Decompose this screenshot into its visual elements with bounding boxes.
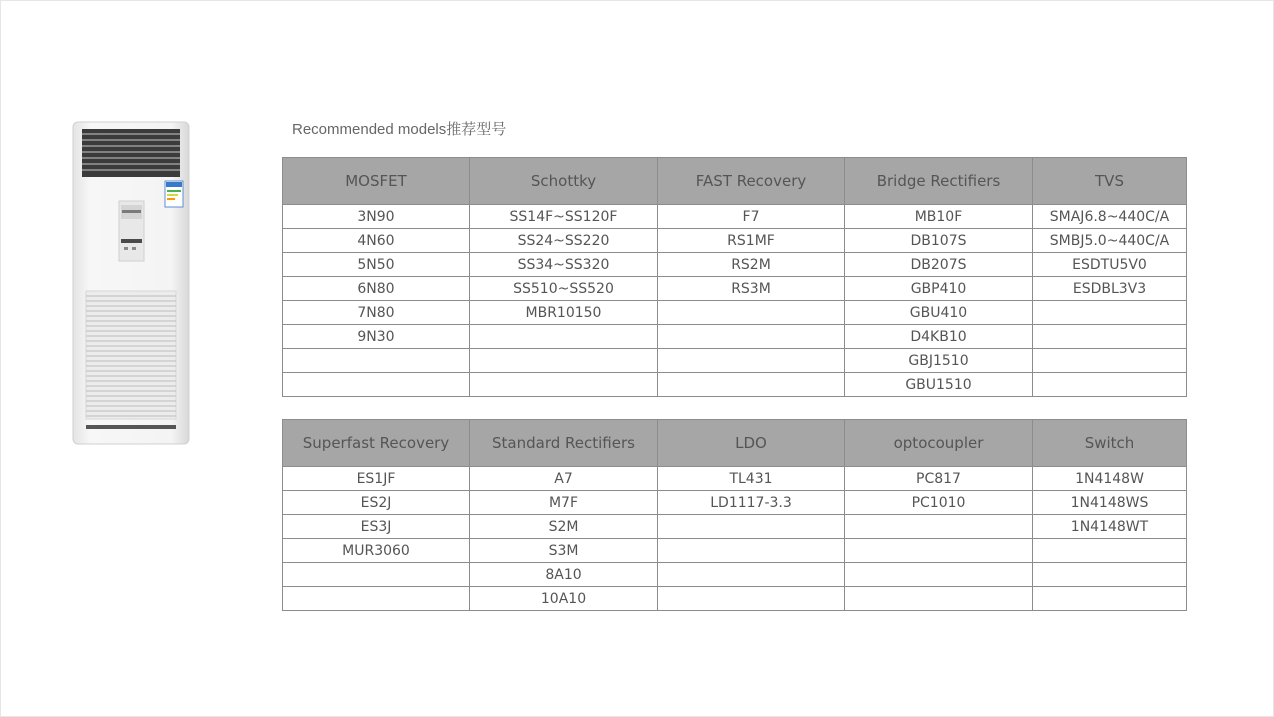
table-cell: SS24~SS220 — [470, 229, 658, 253]
table-row — [283, 301, 1187, 325]
column-header: TVS — [1033, 158, 1187, 205]
table-cell — [658, 373, 845, 397]
table-cell: MBR10150 — [470, 301, 658, 325]
column-header: optocoupler — [845, 420, 1033, 467]
table-row — [283, 515, 1187, 539]
column-header: MOSFET — [283, 158, 470, 205]
column-header: Bridge Rectifiers — [845, 158, 1033, 205]
table-cell: DB107S — [845, 229, 1033, 253]
table-row — [283, 539, 1187, 563]
table-cell: M7F — [470, 491, 658, 515]
table-header-row — [283, 158, 1187, 205]
table-cell: SS510~SS520 — [470, 277, 658, 301]
table-cell — [658, 539, 845, 563]
table-cell: 1N4148WS — [1033, 491, 1187, 515]
table-header-row — [283, 420, 1187, 467]
table-cell: 10A10 — [470, 587, 658, 611]
table-cell — [845, 515, 1033, 539]
table-cell — [845, 563, 1033, 587]
table-cell: ESDTU5V0 — [1033, 253, 1187, 277]
table-cell: DB207S — [845, 253, 1033, 277]
table-cell: F7 — [658, 205, 845, 229]
column-header: FAST Recovery — [658, 158, 845, 205]
table-row — [283, 277, 1187, 301]
recommended-models-table-2 — [282, 419, 1187, 611]
table-cell: LD1117-3.3 — [658, 491, 845, 515]
table-cell: TL431 — [658, 467, 845, 491]
table-cell — [845, 587, 1033, 611]
table-cell: S2M — [470, 515, 658, 539]
table-cell: 1N4148WT — [1033, 515, 1187, 539]
table-cell: SMBJ5.0~440C/A — [1033, 229, 1187, 253]
table-cell — [283, 587, 470, 611]
table-cell — [658, 325, 845, 349]
table-cell: RS1MF — [658, 229, 845, 253]
table-cell: 4N60 — [283, 229, 470, 253]
table-cell — [1033, 349, 1187, 373]
table-cell — [470, 349, 658, 373]
table-row — [283, 325, 1187, 349]
table-cell — [1033, 563, 1187, 587]
table-row — [283, 205, 1187, 229]
table-cell: 6N80 — [283, 277, 470, 301]
table-cell: GBJ1510 — [845, 349, 1033, 373]
table-cell: MUR3060 — [283, 539, 470, 563]
floor-standing-air-conditioner-icon — [72, 121, 190, 445]
table-cell — [1033, 587, 1187, 611]
table-cell: 8A10 — [470, 563, 658, 587]
table-cell: MB10F — [845, 205, 1033, 229]
column-header: Switch — [1033, 420, 1187, 467]
table-cell: GBU410 — [845, 301, 1033, 325]
table-row — [283, 587, 1187, 611]
column-header: Superfast Recovery — [283, 420, 470, 467]
table-cell: 3N90 — [283, 205, 470, 229]
table-row — [283, 373, 1187, 397]
table-cell: 9N30 — [283, 325, 470, 349]
table-cell: GBU1510 — [845, 373, 1033, 397]
table-cell — [1033, 539, 1187, 563]
table-cell: 5N50 — [283, 253, 470, 277]
table-cell: D4KB10 — [845, 325, 1033, 349]
table-cell: A7 — [470, 467, 658, 491]
table-cell: ES2J — [283, 491, 470, 515]
table-cell — [845, 539, 1033, 563]
table-cell: GBP410 — [845, 277, 1033, 301]
table-cell: ES3J — [283, 515, 470, 539]
table-cell — [283, 373, 470, 397]
table-cell — [1033, 301, 1187, 325]
table-cell — [470, 373, 658, 397]
table-row — [283, 253, 1187, 277]
table-cell — [658, 563, 845, 587]
table-row — [283, 467, 1187, 491]
table-cell: 1N4148W — [1033, 467, 1187, 491]
table-cell — [658, 301, 845, 325]
table-cell: ES1JF — [283, 467, 470, 491]
table-row — [283, 349, 1187, 373]
table-cell: SS34~SS320 — [470, 253, 658, 277]
table-cell: S3M — [470, 539, 658, 563]
table-cell: RS2M — [658, 253, 845, 277]
table-cell: 7N80 — [283, 301, 470, 325]
table-cell — [658, 515, 845, 539]
table-cell: PC1010 — [845, 491, 1033, 515]
table-cell — [470, 325, 658, 349]
table-cell — [658, 587, 845, 611]
table-cell — [283, 349, 470, 373]
table-body — [283, 205, 1187, 397]
table-row — [283, 229, 1187, 253]
section-title: Recommended models推荐型号 — [292, 121, 507, 138]
column-header: Schottky — [470, 158, 658, 205]
table-row — [283, 563, 1187, 587]
table-cell: RS3M — [658, 277, 845, 301]
table-cell — [1033, 373, 1187, 397]
table-cell: SMAJ6.8~440C/A — [1033, 205, 1187, 229]
column-header: Standard Rectifiers — [470, 420, 658, 467]
recommended-models-table-1 — [282, 157, 1187, 397]
table-cell — [658, 349, 845, 373]
table-cell — [1033, 325, 1187, 349]
table-cell: ESDBL3V3 — [1033, 277, 1187, 301]
column-header: LDO — [658, 420, 845, 467]
table-cell: SS14F~SS120F — [470, 205, 658, 229]
table-body — [283, 467, 1187, 611]
table-cell — [283, 563, 470, 587]
table-cell: PC817 — [845, 467, 1033, 491]
table-row — [283, 491, 1187, 515]
